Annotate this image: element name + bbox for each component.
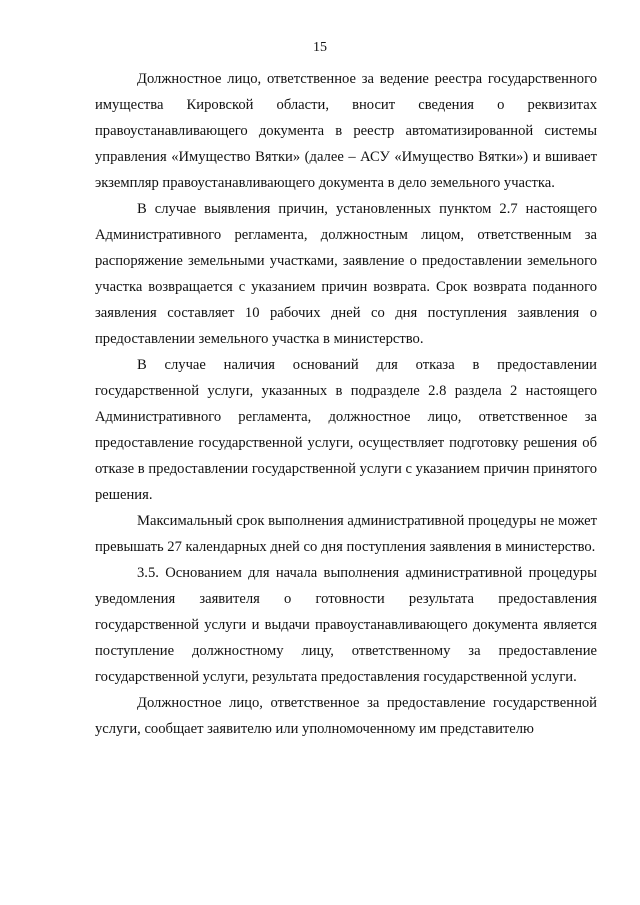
paragraph-notification: Должностное лицо, ответственное за предоставление государственной услуги, сообщает заявителю или уполномоченному им представителю <box>95 695 597 737</box>
document-body <box>95 66 597 742</box>
paragraph-registry-entry: Должностное лицо, ответственное за ведение реестра государственного имущества Кировской области, вносит сведения о реквизитах правоустанавливающего документа в реестр автоматизированной системы управления «Имущество Вятки» (далее – АСУ «Имущество Вятки») и вшивает экземпляр правоустанавливающего документа в дело земельного участка. <box>95 71 597 191</box>
paragraph-section-3-5: 3.5. Основанием для начала выполнения административной процедуры уведомления заявителя о готовности результата предоставления государственной услуги и выдачи правоустанавливающего документа является поступление должностному лицу, ответственному за предоставление государственной услуги, результата предоставления государственной услуги. <box>95 565 597 685</box>
paragraph-refusal-grounds: В случае наличия оснований для отказа в предоставлении государственной услуги, указанных в подразделе 2.8 раздела 2 настоящего Административного регламента, должностное лицо, ответственное за предоставление государственной услуги, осуществляет подготовку решения об отказе в предоставлении государственной услуги с указанием причин принятого решения. <box>95 357 597 503</box>
paragraph-max-term: Максимальный срок выполнения административной процедуры не может превышать 27 календарных дней со дня поступления заявления в министерство. <box>95 513 597 555</box>
paragraph-application-return: В случае выявления причин, установленных пунктом 2.7 настоящего Административного регламента, должностным лицом, ответственным за распоряжение земельными участками, заявление о предоставлении земельного участка возвращается с указанием причин возврата. Срок возврата поданного заявления составляет 10 рабочих дней со дня поступления заявления о предоставлении земельного участка в министерство. <box>95 201 597 347</box>
page-number: 15 <box>313 40 327 55</box>
